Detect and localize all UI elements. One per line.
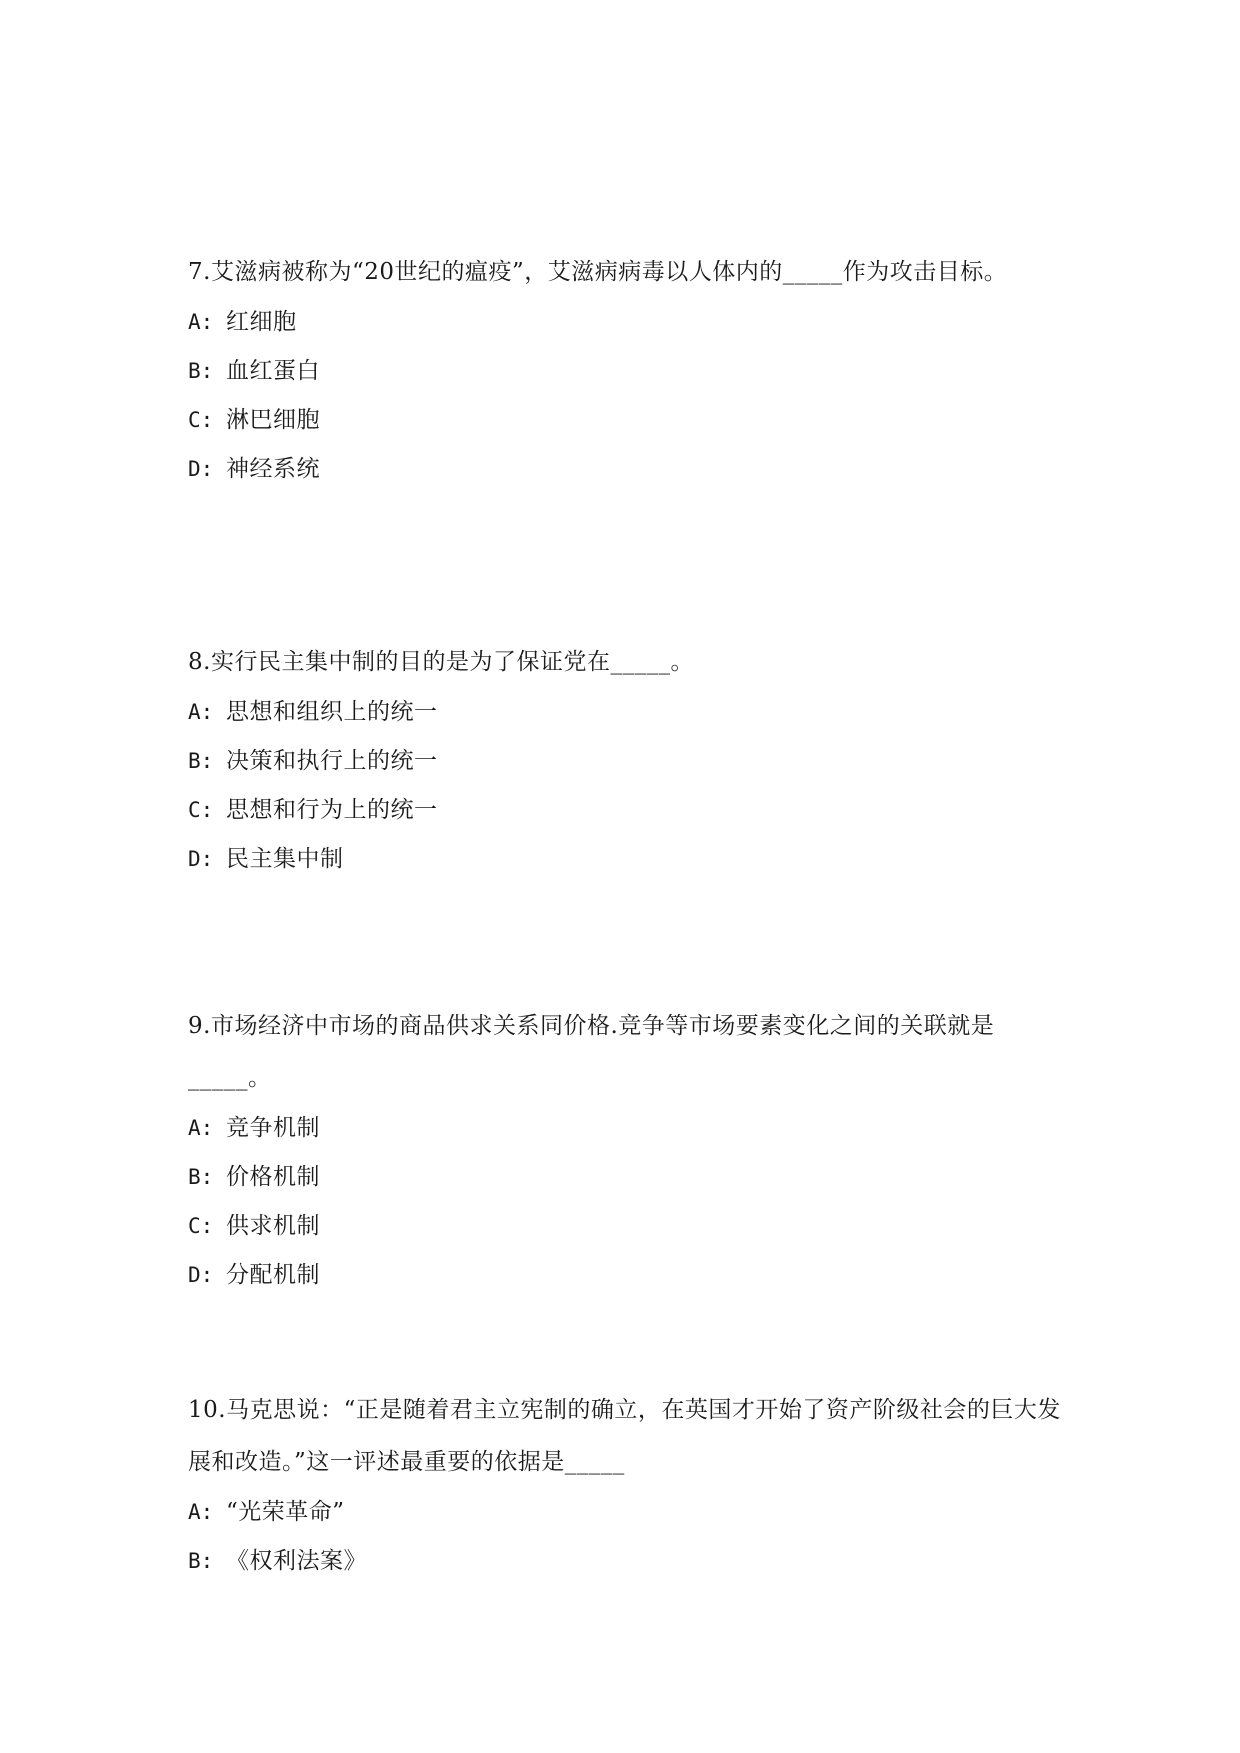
option-key: D: bbox=[188, 847, 214, 871]
option-b bbox=[188, 347, 1068, 396]
option-a bbox=[188, 688, 1068, 737]
question-stem: 8.实行民主集中制的目的是为了保证党在_____。 bbox=[188, 649, 694, 675]
option-text: 价格机制 bbox=[226, 1164, 320, 1190]
option-key: B: bbox=[188, 1165, 214, 1189]
question-9 bbox=[188, 1000, 1068, 1300]
option-text: 民主集中制 bbox=[226, 846, 344, 872]
option-key: C: bbox=[188, 408, 214, 432]
option-key: B: bbox=[188, 1549, 214, 1573]
option-c bbox=[188, 1202, 1068, 1251]
option-text: “光荣革命” bbox=[226, 1499, 345, 1525]
option-key: A: bbox=[188, 1500, 214, 1524]
option-b bbox=[188, 737, 1068, 786]
question-7 bbox=[188, 246, 1068, 494]
option-list bbox=[188, 298, 1068, 494]
option-d bbox=[188, 1251, 1068, 1300]
option-list bbox=[188, 1488, 1068, 1586]
option-key: A: bbox=[188, 700, 214, 724]
option-text: 血红蛋白 bbox=[226, 358, 320, 384]
option-text: 《权利法案》 bbox=[226, 1548, 367, 1574]
option-key: C: bbox=[188, 1214, 214, 1238]
option-text: 思想和行为上的统一 bbox=[226, 797, 438, 823]
option-text: 淋巴细胞 bbox=[226, 407, 320, 433]
option-c bbox=[188, 786, 1068, 835]
option-d bbox=[188, 445, 1068, 494]
option-key: C: bbox=[188, 798, 214, 822]
option-d bbox=[188, 835, 1068, 884]
question-8 bbox=[188, 636, 1068, 884]
option-a bbox=[188, 298, 1068, 347]
question-10 bbox=[188, 1384, 1068, 1586]
option-text: 竞争机制 bbox=[226, 1115, 320, 1141]
question-stem: 7.艾滋病被称为“20世纪的瘟疫”，艾滋病病毒以人体内的_____作为攻击目标。 bbox=[188, 259, 1008, 285]
option-a bbox=[188, 1104, 1068, 1153]
question-stem: 9.市场经济中市场的商品供求关系同价格.竞争等市场要素变化之间的关联就是_____。 bbox=[188, 1013, 995, 1091]
option-text: 分配机制 bbox=[226, 1262, 320, 1288]
option-text: 红细胞 bbox=[226, 309, 297, 335]
option-c bbox=[188, 396, 1068, 445]
option-list bbox=[188, 1104, 1068, 1300]
option-text: 供求机制 bbox=[226, 1213, 320, 1239]
option-text: 神经系统 bbox=[226, 456, 320, 482]
option-key: A: bbox=[188, 310, 214, 334]
option-list bbox=[188, 688, 1068, 884]
option-key: D: bbox=[188, 457, 214, 481]
option-b bbox=[188, 1153, 1068, 1202]
option-text: 思想和组织上的统一 bbox=[226, 699, 438, 725]
option-text: 决策和执行上的统一 bbox=[226, 748, 438, 774]
option-key: B: bbox=[188, 749, 214, 773]
option-key: A: bbox=[188, 1116, 214, 1140]
option-key: D: bbox=[188, 1263, 214, 1287]
option-b bbox=[188, 1537, 1068, 1586]
question-stem: 10.马克思说：“正是随着君主立宪制的确立，在英国才开始了资产阶级社会的巨大发展和改造。”这一评述最重要的依据是_____ bbox=[188, 1397, 1061, 1475]
option-a bbox=[188, 1488, 1068, 1537]
option-key: B: bbox=[188, 359, 214, 383]
